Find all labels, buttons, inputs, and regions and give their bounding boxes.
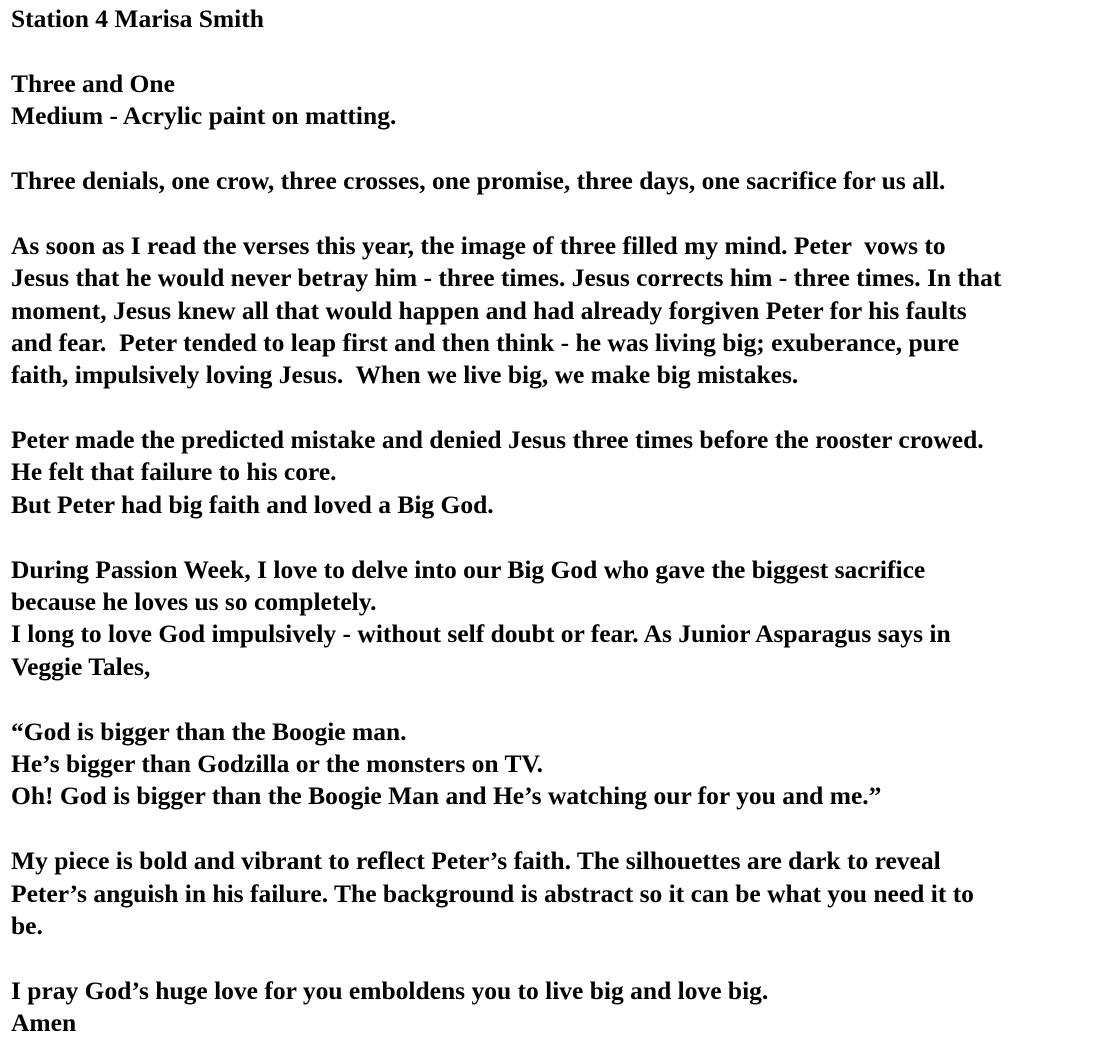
- quote-line: Oh! God is bigger than the Boogie Man and He’s watching our for you and me.”: [11, 781, 882, 811]
- artwork-medium: Medium - Acrylic paint on matting.: [11, 101, 397, 131]
- paragraph-line: because he loves us so completely.: [11, 587, 377, 617]
- spacer: [11, 133, 1111, 165]
- paragraph-line: Veggie Tales,: [11, 651, 151, 681]
- paragraph-line: Peter made the predicted mistake and denied Jesus three times before the rooster crowed.: [11, 425, 984, 455]
- veggie-tales-quote: [11, 716, 1111, 813]
- artwork-title: Three and One: [11, 68, 175, 98]
- quote-line: “God is bigger than the Boogie man.: [11, 716, 407, 746]
- paragraph-line: Jesus that he would never betray him - three times. Jesus corrects him - three times. In that: [11, 263, 1002, 293]
- paragraph-line: and fear. Peter tended to leap first and then think - he was living big; exuberance, pure: [11, 327, 960, 357]
- paragraph-line: Peter’s anguish in his failure. The background is abstract so it can be what you need it to: [11, 878, 974, 908]
- paragraph-passion-week: [11, 554, 1111, 684]
- paragraph-line: He felt that failure to his core.: [11, 457, 337, 487]
- closing-prayer: I pray God’s huge love for you emboldens you to live big and love big.: [11, 975, 769, 1005]
- spacer: [11, 197, 1111, 229]
- tagline: Three denials, one crow, three crosses, one promise, three days, one sacrifice for us all.: [11, 165, 946, 195]
- paragraph-line: moment, Jesus knew all that would happen and had already forgiven Peter for his faults: [11, 295, 967, 325]
- paragraph-line: My piece is bold and vibrant to reflect Peter’s faith. The silhouettes are dark to reveal: [11, 846, 941, 876]
- paragraph-line: But Peter had big faith and loved a Big God.: [11, 489, 494, 519]
- closing-amen: Amen: [11, 1008, 77, 1038]
- paragraph-line: I long to love God impulsively - without self doubt or fear. As Junior Asparagus says in: [11, 619, 951, 649]
- paragraph-line: As soon as I read the verses this year, the image of three filled my mind. Peter vows to: [11, 230, 946, 260]
- paragraph-line: be.: [11, 910, 43, 940]
- spacer: [11, 942, 1111, 974]
- paragraph-three-images: [11, 230, 1111, 392]
- document-page: [11, 3, 1111, 1040]
- paragraph-peter-mistake: [11, 424, 1111, 521]
- paragraph-line: faith, impulsively loving Jesus. When we live big, we make big mistakes.: [11, 360, 799, 390]
- spacer: [11, 521, 1111, 553]
- spacer: [11, 35, 1111, 67]
- station-title: Station 4 Marisa Smith: [11, 4, 264, 33]
- spacer: [11, 392, 1111, 424]
- paragraph-line: During Passion Week, I love to delve into our Big God who gave the biggest sacrifice: [11, 554, 926, 584]
- spacer: [11, 813, 1111, 845]
- quote-line: He’s bigger than Godzilla or the monsters on TV.: [11, 748, 543, 778]
- paragraph-artwork-description: [11, 845, 1111, 942]
- spacer: [11, 683, 1111, 715]
